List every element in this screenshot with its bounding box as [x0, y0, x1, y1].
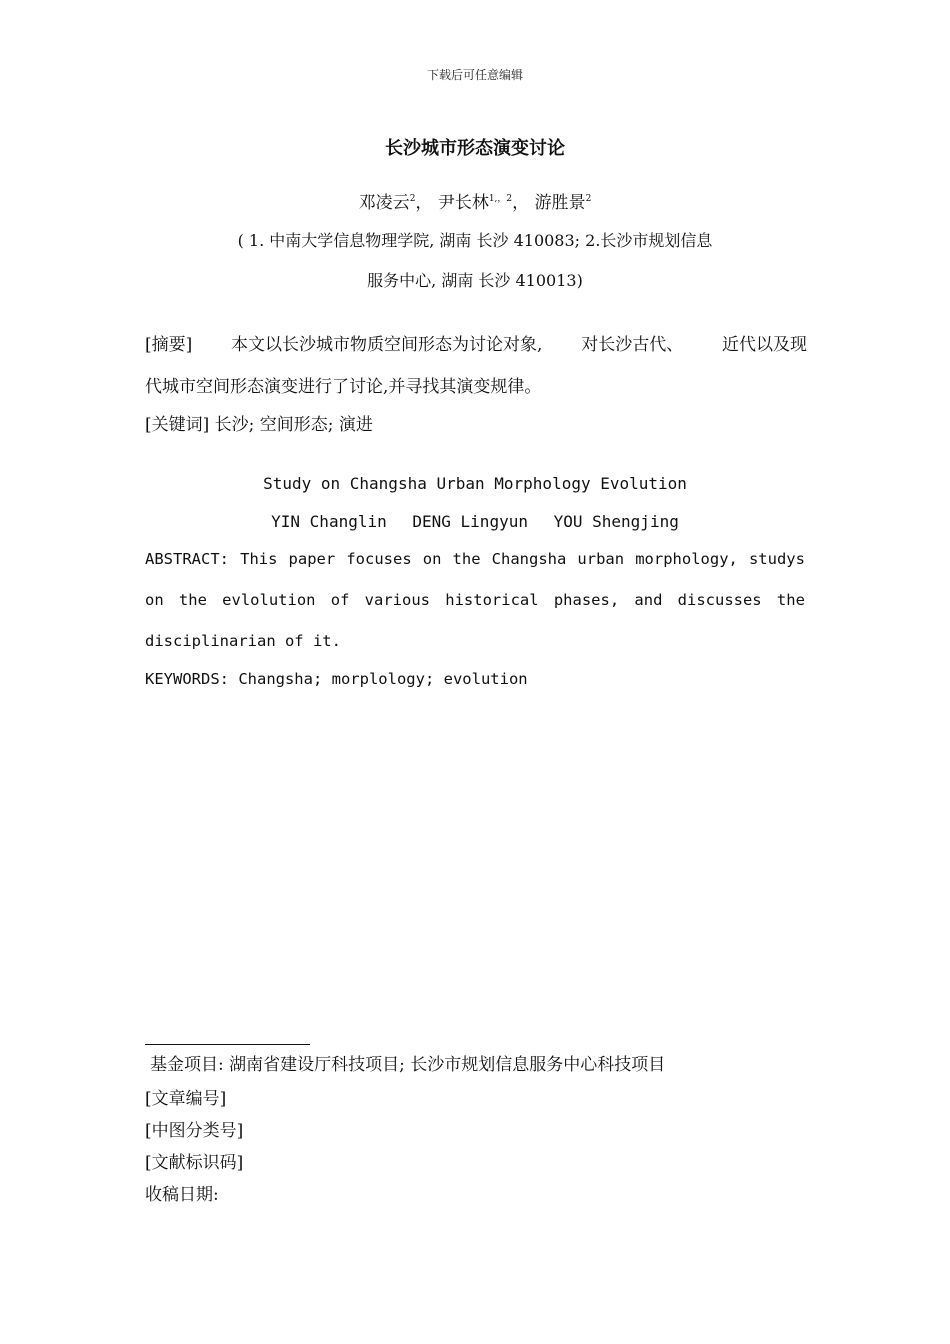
- abstract-en-word: morphology,: [635, 550, 738, 568]
- english-title: Study on Changsha Urban Morphology Evolution: [263, 474, 687, 493]
- abstract-en-word: historical: [445, 591, 539, 609]
- english-author-name: YIN Changlin: [271, 512, 387, 531]
- abstract-en-word: studys: [748, 550, 805, 568]
- abstract-en-word: on: [422, 550, 442, 568]
- abstract-en-word: phases,: [553, 591, 620, 609]
- header-note: 下载后可任意编辑: [426, 68, 523, 82]
- affiliation-line-1: ( 1. 中南大学信息物理学院, 湖南 长沙 410083; 2.长沙市规划信息: [237, 231, 713, 250]
- abstract-en-word: ABSTRACT:: [145, 550, 229, 568]
- author-separator: ，: [415, 193, 433, 213]
- footnote-divider: [145, 1044, 310, 1045]
- english-keywords: KEYWORDS: Changsha; morplology; evolution: [145, 670, 528, 688]
- abstract-en-word: urban: [577, 550, 625, 568]
- abstract-en-word: and: [634, 591, 663, 609]
- abstract-en-word: Changsha: [491, 550, 567, 568]
- keywords-zh: [关键词] 长沙; 空间形态; 演进: [145, 415, 373, 435]
- abstract-en-word: evlolution: [222, 591, 316, 609]
- footnote-article-number: [文章编号]: [145, 1089, 227, 1109]
- abstract-en-word: discusses: [677, 591, 762, 609]
- abstract-en-word: on: [145, 591, 164, 609]
- footnote-fund: 基金项目: 湖南省建设厅科技项目; 长沙市规划信息服务中心科技项目: [150, 1055, 666, 1075]
- author-name: 邓凌云: [358, 193, 410, 213]
- english-abstract-line-1: [145, 550, 805, 568]
- affiliation-line-2: 服务中心, 湖南 长沙 410013): [367, 271, 583, 290]
- footnote-document-code: [文献标识码]: [145, 1153, 244, 1173]
- paper-title: 长沙城市形态演变讨论: [385, 138, 565, 159]
- author-separator: ，: [512, 193, 530, 213]
- abstract-zh-word: [摘要]: [145, 335, 193, 355]
- abstract-zh-line-2: 代城市空间形态演变进行了讨论,并寻找其演变规律。: [145, 377, 542, 397]
- footnote-received-date: 收稿日期:: [145, 1185, 219, 1205]
- abstract-en-word: various: [364, 591, 430, 609]
- abstract-zh-word: 近代以及现: [721, 335, 807, 355]
- english-abstract-line-2: [145, 591, 805, 609]
- abstract-en-word: the: [178, 591, 207, 609]
- author-superscript: 2: [585, 194, 592, 204]
- english-authors: [0, 512, 950, 531]
- author-superscript: 2: [409, 194, 416, 204]
- author-superscript: 1,，2: [488, 194, 513, 204]
- english-author-name: YOU Shengjing: [553, 512, 679, 531]
- abstract-en-word: the: [452, 550, 481, 568]
- abstract-en-word: paper: [288, 550, 336, 568]
- abstract-zh-word: 本文以长沙城市物质空间形态为讨论对象,: [231, 335, 543, 355]
- abstract-en-word: focuses: [346, 550, 412, 568]
- abstract-zh-line-1: [145, 330, 807, 355]
- abstract-zh-word: 对长沙古代、: [581, 335, 684, 355]
- author-line: [0, 188, 950, 213]
- author-name: 尹长林: [437, 193, 489, 213]
- english-abstract-line-3: disciplinarian of it.: [145, 632, 341, 650]
- abstract-en-word: This: [240, 550, 278, 568]
- footnote-clc-number: [中图分类号]: [145, 1121, 244, 1141]
- english-author-name: DENG Lingyun: [412, 512, 528, 531]
- author-name: 游胜景: [534, 193, 586, 213]
- abstract-en-word: the: [776, 591, 805, 609]
- abstract-en-word: of: [330, 591, 350, 609]
